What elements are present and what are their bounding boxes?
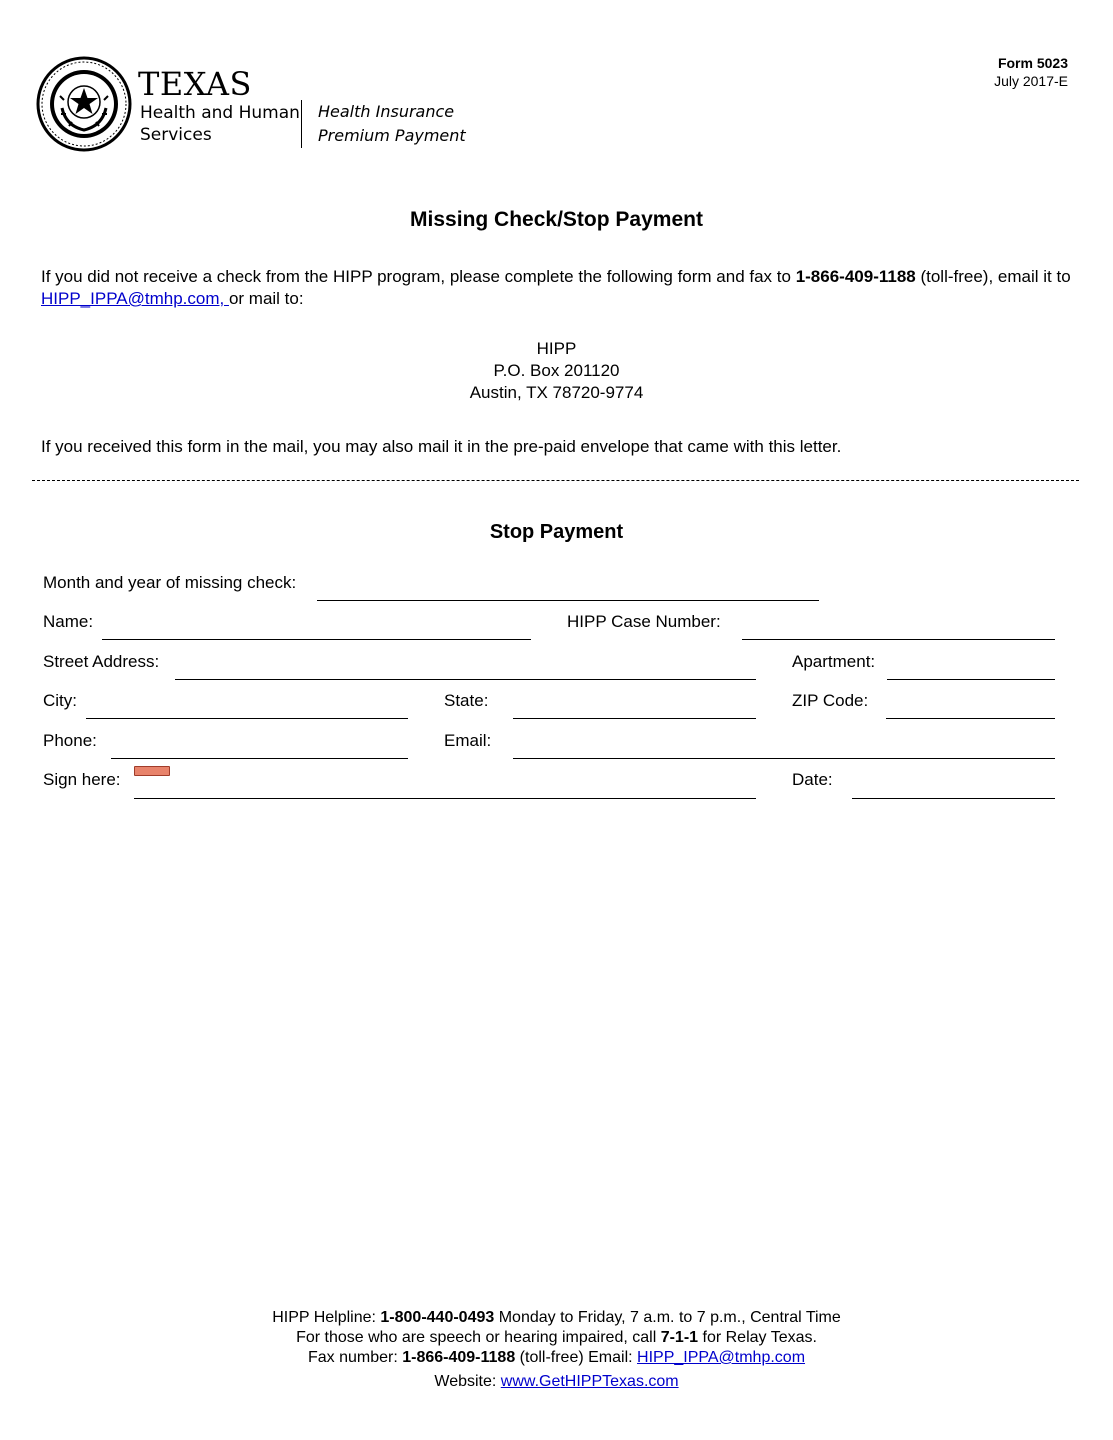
mailing-address [0, 338, 1113, 404]
sign-here-flag-icon [134, 766, 170, 776]
fax-text-2: (toll-free) Email: [515, 1349, 638, 1366]
address-line-1: HIPP [536, 339, 577, 358]
brand-agency [140, 102, 300, 146]
name-field[interactable] [102, 639, 531, 640]
brand-line-1: Health and Human [140, 103, 300, 123]
brand-line-2: Services [140, 125, 212, 145]
address-line-3: Austin, TX 78720-9774 [469, 383, 644, 402]
website-link[interactable]: www.GetHIPPTexas.com [500, 1373, 679, 1390]
helpline-hours: Monday to Friday, 7 a.m. to 7 p.m., Central Time [494, 1309, 841, 1326]
case-number-label: HIPP Case Number: [567, 612, 721, 631]
intro-text-2: (toll-free), email it to [915, 267, 1071, 286]
case-number-field[interactable] [742, 639, 1055, 640]
program-line-1: Health Insurance [318, 102, 455, 121]
state-label: State: [444, 691, 489, 710]
intro-paragraph [41, 266, 1081, 310]
city-field[interactable] [86, 718, 408, 719]
brand-divider [301, 100, 302, 148]
fax-label: Fax number: [307, 1349, 403, 1366]
sign-here-label: Sign here: [43, 770, 121, 789]
address-line-2: P.O. Box 201120 [493, 361, 620, 380]
intro-text-3: or mail to: [228, 289, 304, 308]
helpline-label: HIPP Helpline: [272, 1309, 381, 1326]
footer-fax [0, 1348, 1113, 1368]
zip-code-label: ZIP Code: [792, 691, 869, 710]
texas-seal-logo [36, 56, 132, 152]
website-label: Website: [434, 1373, 501, 1390]
email-label: Email: [444, 731, 492, 750]
page-title: Missing Check/Stop Payment [410, 208, 703, 231]
date-field[interactable] [852, 798, 1055, 799]
month-year-field[interactable] [317, 600, 819, 601]
phone-field[interactable] [111, 758, 408, 759]
apartment-field[interactable] [887, 679, 1055, 680]
form-identifier [994, 54, 1068, 90]
intro-text-1: If you did not receive a check from the HIPP program, please complete the following form and fax to [41, 267, 796, 286]
phone-label: Phone: [43, 731, 97, 750]
program-line-2: Premium Payment [318, 126, 466, 145]
form-number: Form 5023 [997, 55, 1068, 71]
street-address-label: Street Address: [43, 652, 160, 671]
signature-field[interactable] [134, 798, 756, 799]
relay-text-2: for Relay Texas. [698, 1329, 817, 1346]
email-field[interactable] [513, 758, 1055, 759]
form-date: July 2017-E [994, 73, 1068, 89]
relay-text-1: For those who are speech or hearing impaired, call [296, 1329, 661, 1346]
footer-contact [0, 1308, 1113, 1392]
intro-email-link[interactable]: HIPP_IPPA@tmhp.com, [41, 289, 229, 308]
fax-number: 1-866-409-1188 [402, 1349, 516, 1366]
section-title: Stop Payment [489, 521, 624, 543]
helpline-number: 1-800-440-0493 [380, 1309, 495, 1326]
apartment-label: Apartment: [792, 652, 876, 671]
street-address-field[interactable] [175, 679, 756, 680]
footer-email-link[interactable]: HIPP_IPPA@tmhp.com [637, 1349, 806, 1366]
name-label: Name: [43, 612, 94, 631]
zip-code-field[interactable] [886, 718, 1055, 719]
city-label: City: [43, 691, 77, 710]
relay-number: 7-1-1 [660, 1329, 699, 1346]
intro-fax-number: 1-866-409-1188 [795, 267, 916, 286]
footer-helpline [0, 1308, 1113, 1328]
program-name [318, 100, 466, 148]
envelope-note: If you received this form in the mail, you may also mail it in the pre-paid envelope that came with this letter. [41, 437, 842, 456]
month-year-label: Month and year of missing check: [43, 573, 297, 592]
footer-relay [0, 1328, 1113, 1348]
brand-name: TEXAS [138, 65, 252, 103]
date-label: Date: [792, 770, 833, 789]
state-field[interactable] [513, 718, 756, 719]
footer-website [0, 1372, 1113, 1392]
cut-line-divider [32, 480, 1079, 481]
